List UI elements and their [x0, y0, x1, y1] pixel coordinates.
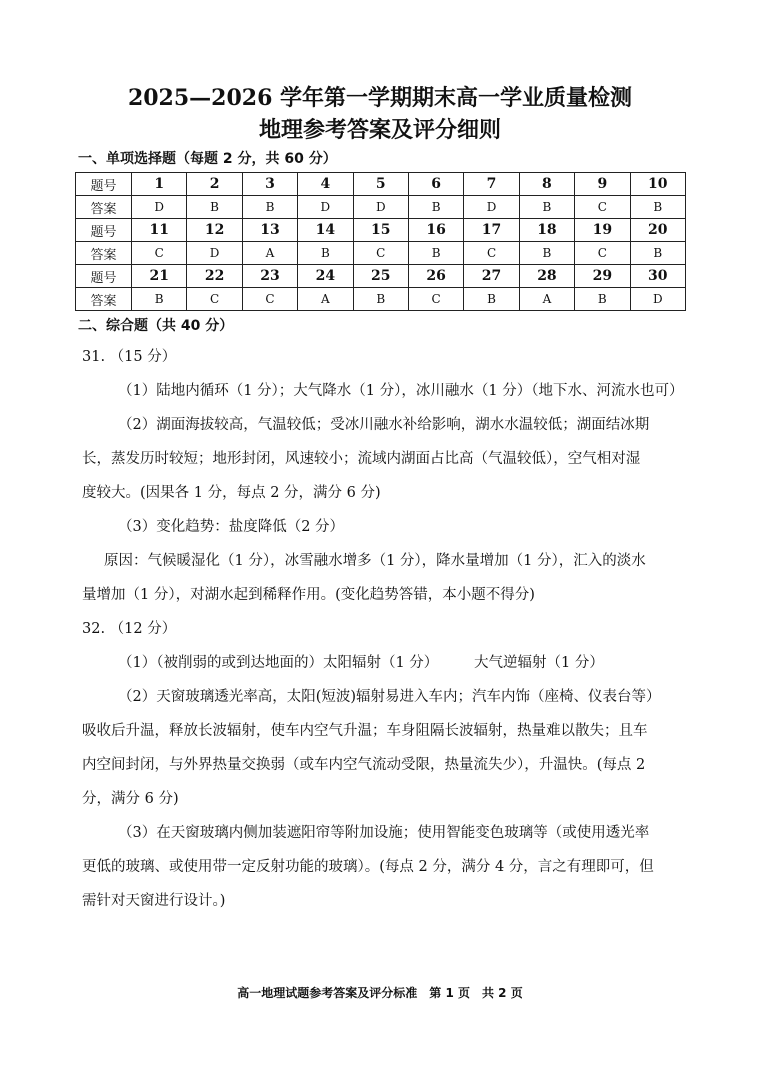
question-number-cell: 30	[630, 265, 685, 288]
question-number-cell: 16	[408, 219, 463, 242]
question-number-cell: 3	[242, 173, 297, 196]
section2-heading: 二、综合题（共 40 分）	[78, 318, 234, 334]
q32-part2-line3: 内空间封闭，与外界热量交换弱（或车内空气流动受限，热量流失少），升温快。(每点 2	[82, 757, 646, 773]
answer-cell: B	[575, 288, 630, 311]
q32-part1-b: 大气逆辐射（1 分）	[474, 655, 604, 671]
answer-cell: C	[242, 288, 297, 311]
answer-cell: C	[575, 242, 630, 265]
row-label-number: 题号	[76, 219, 132, 242]
answer-cell: A	[298, 288, 353, 311]
question-number-cell: 12	[187, 219, 242, 242]
answer-row	[76, 242, 686, 265]
document-subtitle: 地理参考答案及评分细则	[258, 117, 501, 143]
question-number-row	[76, 265, 686, 288]
q31-part2-line3: 度较大。(因果各 1 分，每点 2 分，满分 6 分)	[82, 485, 381, 501]
answer-cell: D	[630, 288, 685, 311]
row-label-answer: 答案	[76, 288, 132, 311]
answer-cell: B	[298, 242, 353, 265]
question-number-cell: 15	[353, 219, 408, 242]
question-number-cell: 23	[242, 265, 297, 288]
page-footer: 高一地理试题参考答案及评分标准 第 1 页 共 2 页	[237, 986, 523, 1000]
answer-cell: B	[464, 288, 519, 311]
answer-cell: B	[408, 242, 463, 265]
answer-cell: C	[187, 288, 242, 311]
question-number-cell: 14	[298, 219, 353, 242]
q32-title: 32. （12 分）	[82, 621, 177, 637]
question-number-cell: 17	[464, 219, 519, 242]
question-number-cell: 2	[187, 173, 242, 196]
q31-part3-reason-line2: 量增加（1 分），对湖水起到稀释作用。(变化趋势答错，本小题不得分)	[82, 587, 535, 603]
answer-cell: D	[132, 196, 187, 219]
question-number-cell: 13	[242, 219, 297, 242]
question-number-cell: 21	[132, 265, 187, 288]
answer-cell: B	[630, 242, 685, 265]
answer-cell: D	[187, 242, 242, 265]
answer-cell: B	[132, 288, 187, 311]
q31-title: 31. （15 分）	[82, 349, 177, 365]
question-number-cell: 24	[298, 265, 353, 288]
answer-cell: B	[519, 242, 574, 265]
question-number-cell: 20	[630, 219, 685, 242]
q32-part3-line2: 更低的玻璃、或使用带一定反射功能的玻璃）。(每点 2 分，满分 4 分，言之有理即可，但	[82, 859, 654, 875]
answer-cell: B	[630, 196, 685, 219]
q32-part3-line1: （3）在天窗玻璃内侧加装遮阳帘等附加设施；使用智能变色玻璃等（或使用透光率	[118, 825, 650, 841]
q31-part3: （3）变化趋势：盐度降低（2 分）	[118, 519, 345, 535]
row-label-answer: 答案	[76, 196, 132, 219]
document-title: 2025—2026 学年第一学期期末高一学业质量检测	[127, 85, 633, 111]
answer-cell: A	[242, 242, 297, 265]
answer-cell: A	[519, 288, 574, 311]
question-number-cell: 4	[298, 173, 353, 196]
answer-cell: D	[353, 196, 408, 219]
question-number-cell: 5	[353, 173, 408, 196]
question-number-cell: 27	[464, 265, 519, 288]
q31-part3-reason-line1: 原因：气候暖湿化（1 分），冰雪融水增多（1 分），降水量增加（1 分），汇入的淡水	[104, 553, 646, 569]
question-number-cell: 26	[408, 265, 463, 288]
row-label-number: 题号	[76, 173, 132, 196]
row-label-number: 题号	[76, 265, 132, 288]
answer-cell: B	[242, 196, 297, 219]
question-number-cell: 6	[408, 173, 463, 196]
question-number-row	[76, 219, 686, 242]
answer-row	[76, 196, 686, 219]
question-number-cell: 8	[519, 173, 574, 196]
question-number-cell: 11	[132, 219, 187, 242]
question-number-cell: 19	[575, 219, 630, 242]
q31-part2-line1: （2）湖面海拔较高，气温较低；受冰川融水补给影响，湖水水温较低；湖面结冰期	[118, 417, 650, 433]
answer-cell: C	[575, 196, 630, 219]
question-number-row	[76, 173, 686, 196]
question-number-cell: 29	[575, 265, 630, 288]
q32-part2-line1: （2）天窗玻璃透光率高，太阳(短波)辐射易进入车内；汽车内饰（座椅、仪表台等）	[118, 689, 661, 705]
q31-part2-line2: 长，蒸发历时较短；地形封闭，风速较小；流域内湖面占比高（气温较低），空气相对湿	[82, 451, 641, 467]
question-number-cell: 28	[519, 265, 574, 288]
answer-cell: B	[353, 288, 408, 311]
answer-cell: C	[464, 242, 519, 265]
answer-cell: D	[298, 196, 353, 219]
question-number-cell: 18	[519, 219, 574, 242]
q32-part2-line2: 吸收后升温，释放长波辐射，使车内空气升温；车身阻隔长波辐射，热量难以散失；且车	[82, 723, 648, 739]
q32-part3-line3: 需针对天窗进行设计。)	[82, 893, 226, 909]
answer-cell: B	[408, 196, 463, 219]
q32-part1-a: （1）（被削弱的或到达地面的）太阳辐射（1 分）	[118, 655, 439, 671]
answer-cell: C	[408, 288, 463, 311]
question-number-cell: 25	[353, 265, 408, 288]
q32-part2-line4: 分，满分 6 分)	[82, 791, 179, 807]
answer-cell: B	[187, 196, 242, 219]
question-number-cell: 10	[630, 173, 685, 196]
question-number-cell: 7	[464, 173, 519, 196]
section1-heading: 一、单项选择题（每题 2 分，共 60 分）	[78, 151, 337, 167]
answer-cell: C	[132, 242, 187, 265]
row-label-answer: 答案	[76, 242, 132, 265]
answer-cell: C	[353, 242, 408, 265]
question-number-cell: 22	[187, 265, 242, 288]
answer-cell: D	[464, 196, 519, 219]
question-number-cell: 9	[575, 173, 630, 196]
answer-row	[76, 288, 686, 311]
question-number-cell: 1	[132, 173, 187, 196]
answer-cell: B	[519, 196, 574, 219]
q31-part1: （1）陆地内循环（1 分）；大气降水（1 分），冰川融水（1 分）（地下水、河流水也可）	[118, 383, 684, 399]
answer-table	[75, 172, 686, 311]
